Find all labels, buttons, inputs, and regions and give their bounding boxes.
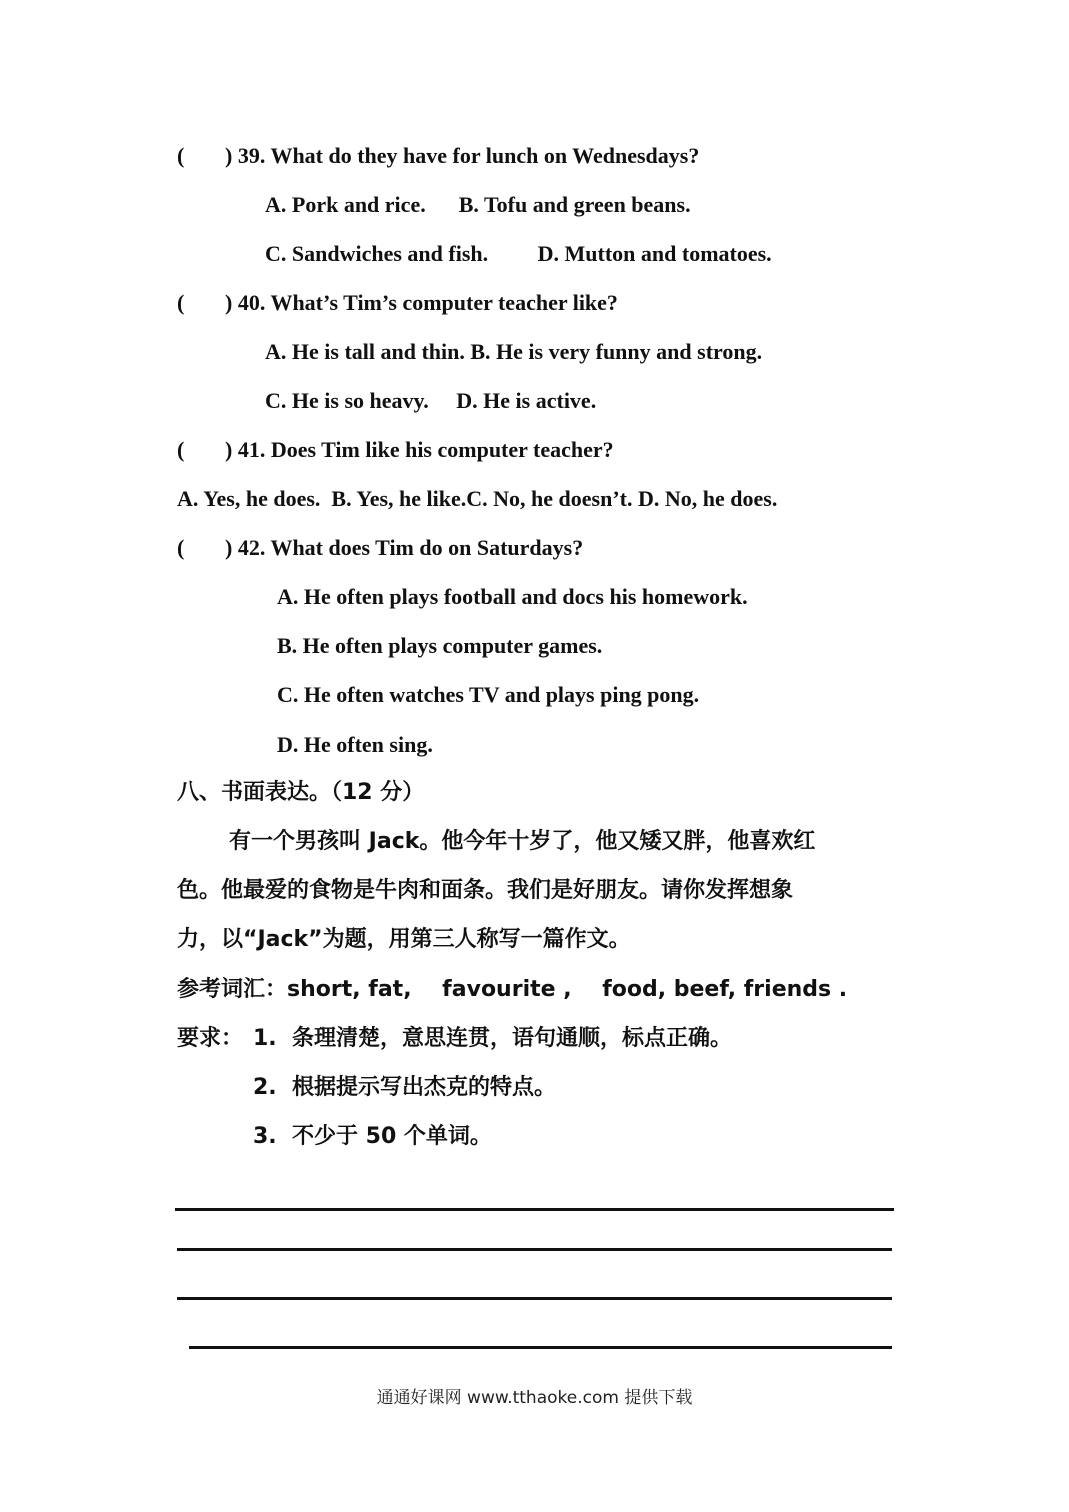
vocabulary-hint: 参考词汇：short, fat, favourite , food, beef, friends . bbox=[177, 977, 848, 1002]
prompt-line-1: 有一个男孩叫 Jack。他今年十岁了，他又矮又胖，他喜欢红 bbox=[229, 829, 816, 854]
writing-line[interactable] bbox=[175, 1208, 894, 1211]
answer-bracket-close: ) bbox=[225, 535, 233, 560]
answer-bracket-open[interactable]: ( bbox=[177, 535, 185, 560]
requirement-1: 1. 条理清楚，意思连贯，语句通顺，标点正确。 bbox=[253, 1026, 732, 1051]
question-number: 42. bbox=[237, 535, 266, 560]
answer-bracket-close: ) bbox=[225, 143, 233, 168]
prompt-line-3: 力，以“Jack”为题，用第三人称写一篇作文。 bbox=[177, 927, 631, 952]
requirement-3: 3. 不少于 50 个单词。 bbox=[253, 1124, 492, 1149]
question-42-option-c: C. He often watches TV and plays ping pong. bbox=[277, 682, 700, 707]
question-42-option-d: D. He often sing. bbox=[277, 732, 433, 757]
answer-bracket-open[interactable]: ( bbox=[177, 290, 185, 315]
question-42-option-a: A. He often plays football and docs his homework. bbox=[277, 584, 748, 609]
question-text: What does Tim do on Saturdays? bbox=[270, 535, 584, 560]
question-number: 39. bbox=[237, 143, 266, 168]
question-text: Does Tim like his computer teacher? bbox=[270, 437, 614, 462]
prompt-line-2: 色。他最爱的食物是牛肉和面条。我们是好朋友。请你发挥想象 bbox=[177, 878, 794, 903]
question-39-options-row-2: C. Sandwiches and fish. D. Mutton and tomatoes. bbox=[265, 241, 772, 266]
requirements-label: 要求： bbox=[177, 1026, 244, 1051]
writing-line[interactable] bbox=[177, 1248, 892, 1251]
question-text: What do they have for lunch on Wednesdays? bbox=[270, 143, 700, 168]
requirement-2: 2. 根据提示写出杰克的特点。 bbox=[253, 1075, 556, 1100]
answer-bracket-close: ) bbox=[225, 290, 233, 315]
question-42-option-b: B. He often plays computer games. bbox=[277, 633, 603, 658]
question-39 bbox=[177, 141, 699, 171]
question-number: 41. bbox=[237, 437, 266, 462]
question-41 bbox=[177, 435, 614, 465]
question-40-options-row-2: C. He is so heavy. D. He is active. bbox=[265, 388, 597, 413]
answer-bracket-open[interactable]: ( bbox=[177, 437, 185, 462]
question-39-options-row-1: A. Pork and rice. B. Tofu and green beans. bbox=[265, 192, 691, 217]
question-number: 40. bbox=[237, 290, 266, 315]
writing-line[interactable] bbox=[189, 1346, 892, 1349]
question-text: What’s Tim’s computer teacher like? bbox=[270, 290, 618, 315]
section-heading: 八、书面表达。（12 分） bbox=[177, 780, 425, 805]
question-42 bbox=[177, 533, 583, 563]
writing-line[interactable] bbox=[177, 1297, 892, 1300]
footer-credit: 通通好课网 www.tthaoke.com 提供下载 bbox=[376, 1388, 693, 1408]
question-40-options-row-1: A. He is tall and thin. B. He is very funny and strong. bbox=[265, 339, 763, 364]
answer-bracket-close: ) bbox=[225, 437, 233, 462]
question-40 bbox=[177, 288, 618, 318]
question-41-options-row-1: A. Yes, he does. B. Yes, he like.C. No, he doesn’t. D. No, he does. bbox=[177, 486, 778, 511]
answer-bracket-open[interactable]: ( bbox=[177, 143, 185, 168]
